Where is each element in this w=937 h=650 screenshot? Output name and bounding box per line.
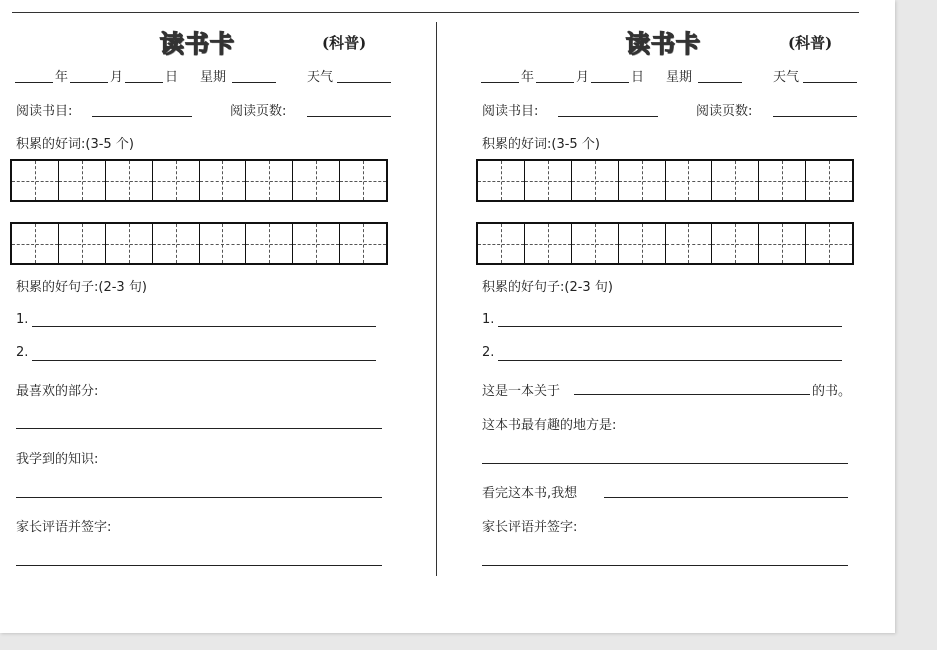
after-reading-field[interactable] [604, 497, 848, 498]
card-divider [436, 22, 437, 576]
word-grid-1[interactable] [476, 159, 854, 202]
favorite-part-field[interactable] [16, 428, 382, 429]
sentence-2-label: 2. [482, 345, 495, 360]
parent-comment-field[interactable] [16, 565, 382, 566]
weather-label: 天气 [307, 70, 334, 85]
year-field[interactable] [15, 82, 53, 83]
good-sentences-label: 积累的好句子:(2-3 句) [482, 280, 613, 295]
card-title: 读书卡 [626, 29, 701, 58]
year-label: 年 [55, 70, 69, 85]
month-label: 月 [110, 70, 124, 85]
sentence-2-field[interactable] [498, 360, 842, 361]
weekday-label: 星期 [200, 70, 227, 85]
sentence-1-label: 1. [482, 312, 495, 327]
weather-field[interactable] [803, 82, 857, 83]
reading-card-left [10, 0, 390, 600]
year-field[interactable] [481, 82, 519, 83]
sentence-1-label: 1. [16, 312, 29, 327]
month-field[interactable] [70, 82, 108, 83]
day-label: 日 [165, 70, 179, 85]
sentence-1-field[interactable] [498, 326, 842, 327]
interesting-label: 这本书最有趣的地方是: [482, 418, 617, 433]
sentence-2-label: 2. [16, 345, 29, 360]
weekday-label: 星期 [666, 70, 693, 85]
after-reading-label: 看完这本书,我想 [482, 486, 578, 501]
parent-comment-label: 家长评语并签字: [482, 520, 578, 535]
pages-read-field[interactable] [307, 116, 391, 117]
reading-card-right [476, 0, 856, 600]
weekday-field[interactable] [232, 82, 276, 83]
word-grid-2[interactable] [476, 222, 854, 265]
weekday-field[interactable] [698, 82, 742, 83]
book-title-label: 阅读书目: [482, 104, 539, 119]
book-title-field[interactable] [558, 116, 658, 117]
weather-label: 天气 [773, 70, 800, 85]
favorite-part-label: 最喜欢的部分: [16, 384, 99, 399]
sentence-2-field[interactable] [32, 360, 376, 361]
good-words-label: 积累的好词:(3-5 个) [16, 137, 134, 152]
parent-comment-label: 家长评语并签字: [16, 520, 112, 535]
about-field[interactable] [574, 394, 810, 395]
word-grid-2[interactable] [10, 222, 388, 265]
pages-read-label: 阅读页数: [696, 104, 753, 119]
good-words-label: 积累的好词:(3-5 个) [482, 137, 600, 152]
parent-comment-field[interactable] [482, 565, 848, 566]
month-field[interactable] [536, 82, 574, 83]
month-label: 月 [576, 70, 590, 85]
knowledge-label: 我学到的知识: [16, 452, 99, 467]
interesting-field[interactable] [482, 463, 848, 464]
year-label: 年 [521, 70, 535, 85]
book-title-label: 阅读书目: [16, 104, 73, 119]
day-field[interactable] [591, 82, 629, 83]
pages-read-field[interactable] [773, 116, 857, 117]
book-title-field[interactable] [92, 116, 192, 117]
card-subtitle: (科普) [322, 34, 367, 52]
weather-field[interactable] [337, 82, 391, 83]
good-sentences-label: 积累的好句子:(2-3 句) [16, 280, 147, 295]
sentence-1-field[interactable] [32, 326, 376, 327]
card-subtitle: (科普) [788, 34, 833, 52]
about-prefix-label: 这是一本关于 [482, 384, 561, 399]
word-grid-1[interactable] [10, 159, 388, 202]
about-suffix-label: 的书。 [812, 384, 852, 399]
card-title: 读书卡 [160, 29, 235, 58]
pages-read-label: 阅读页数: [230, 104, 287, 119]
day-label: 日 [631, 70, 645, 85]
knowledge-field[interactable] [16, 497, 382, 498]
day-field[interactable] [125, 82, 163, 83]
